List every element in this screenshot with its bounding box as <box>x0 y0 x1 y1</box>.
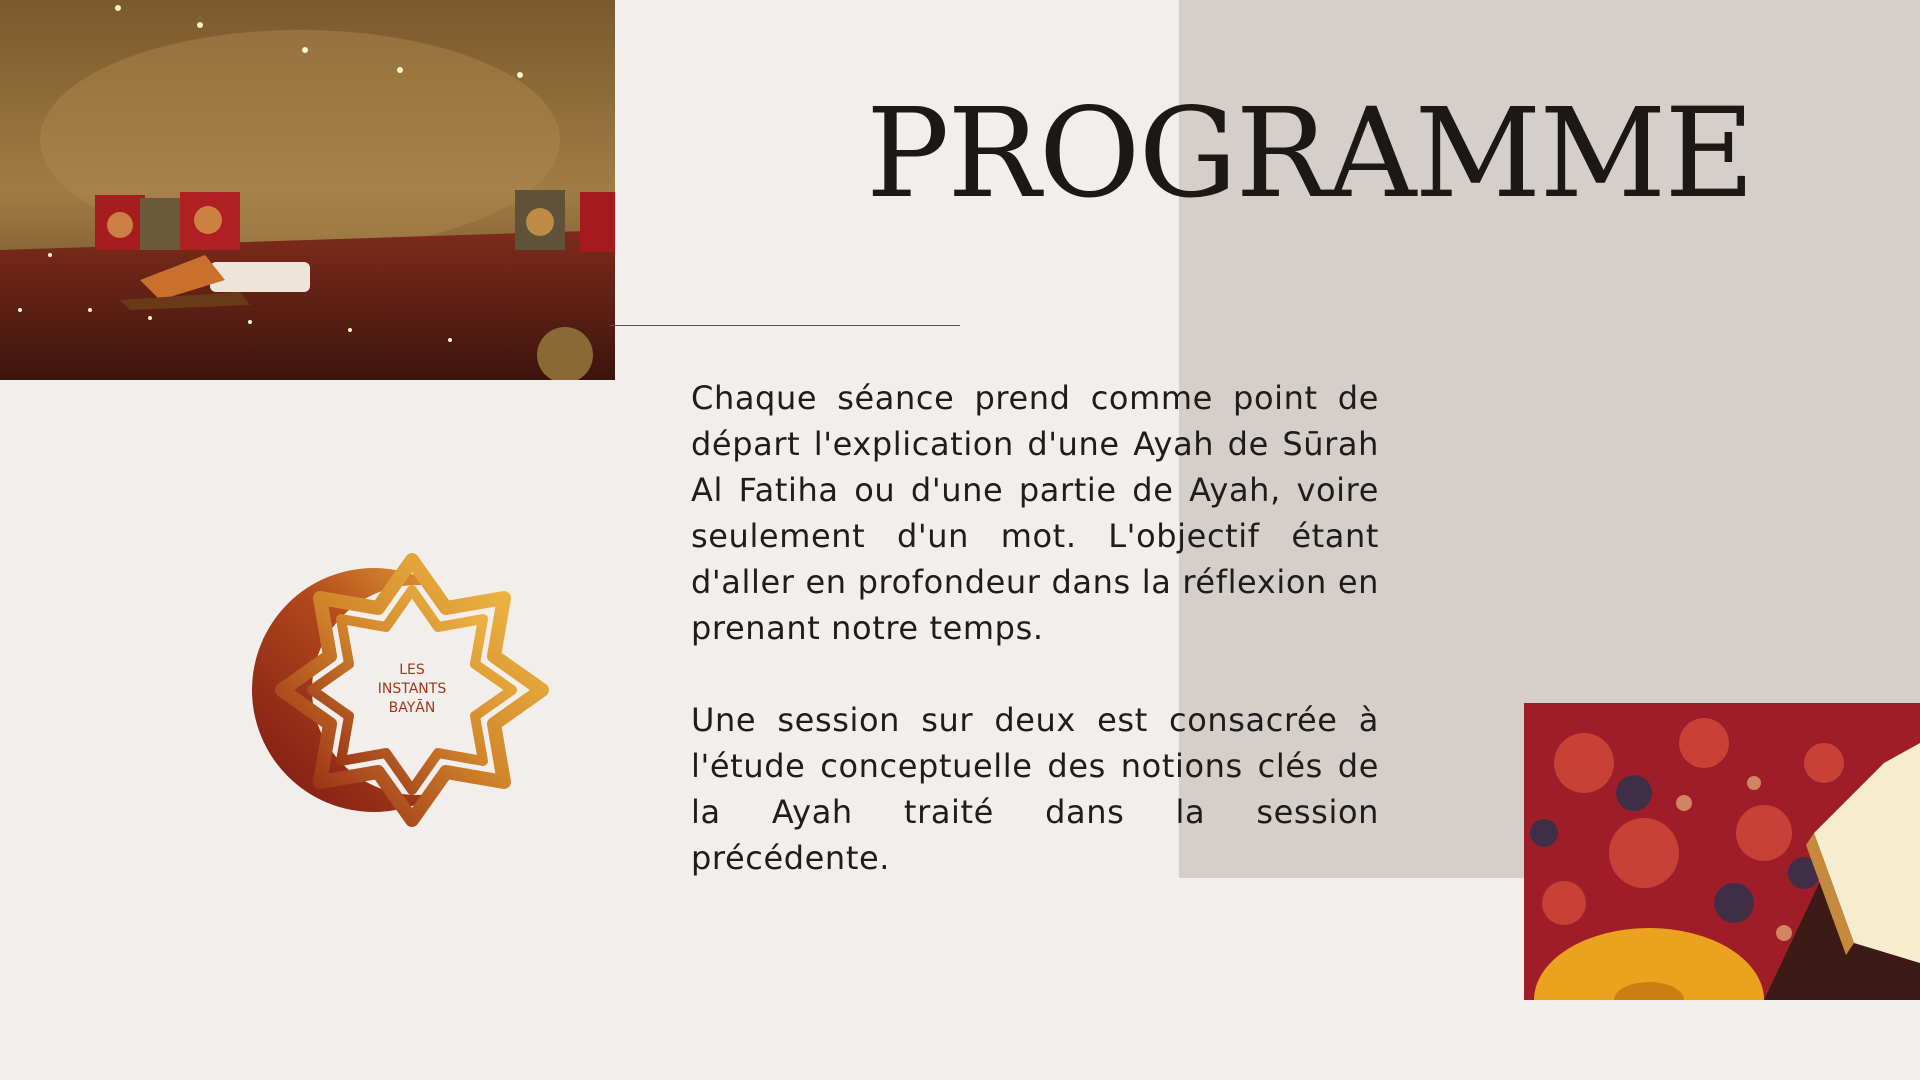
program-description <box>691 375 1379 927</box>
rug-book-photo <box>1524 703 1920 1000</box>
logo-text-line-1: LES <box>399 662 425 678</box>
divider-line <box>610 325 960 326</box>
logo-emblem <box>252 548 552 828</box>
paragraph-1: Chaque séance prend comme point de départ l'explication d'une Ayah de Sūrah Al Fatiha ou d'une partie de Ayah, voire seulement d'un mot. L'objectif étant d'aller en profondeur dans la réflexion en prenant notre temps. <box>691 379 1379 647</box>
les-instants-bayan-logo <box>252 548 552 828</box>
paragraph-2: Une session sur deux est consacrée à l'étude conceptuelle des notions clés de la Ayah traité dans la session précédente. <box>691 701 1379 877</box>
room-photo <box>0 0 615 380</box>
room-photo-image <box>0 0 615 380</box>
logo-text-line-2: INSTANTS <box>377 681 447 697</box>
logo-text-line-3: BAYĀN <box>388 700 436 716</box>
rug-book-photo-image <box>1524 703 1920 1000</box>
page-title: PROGRAMME <box>866 82 1753 226</box>
